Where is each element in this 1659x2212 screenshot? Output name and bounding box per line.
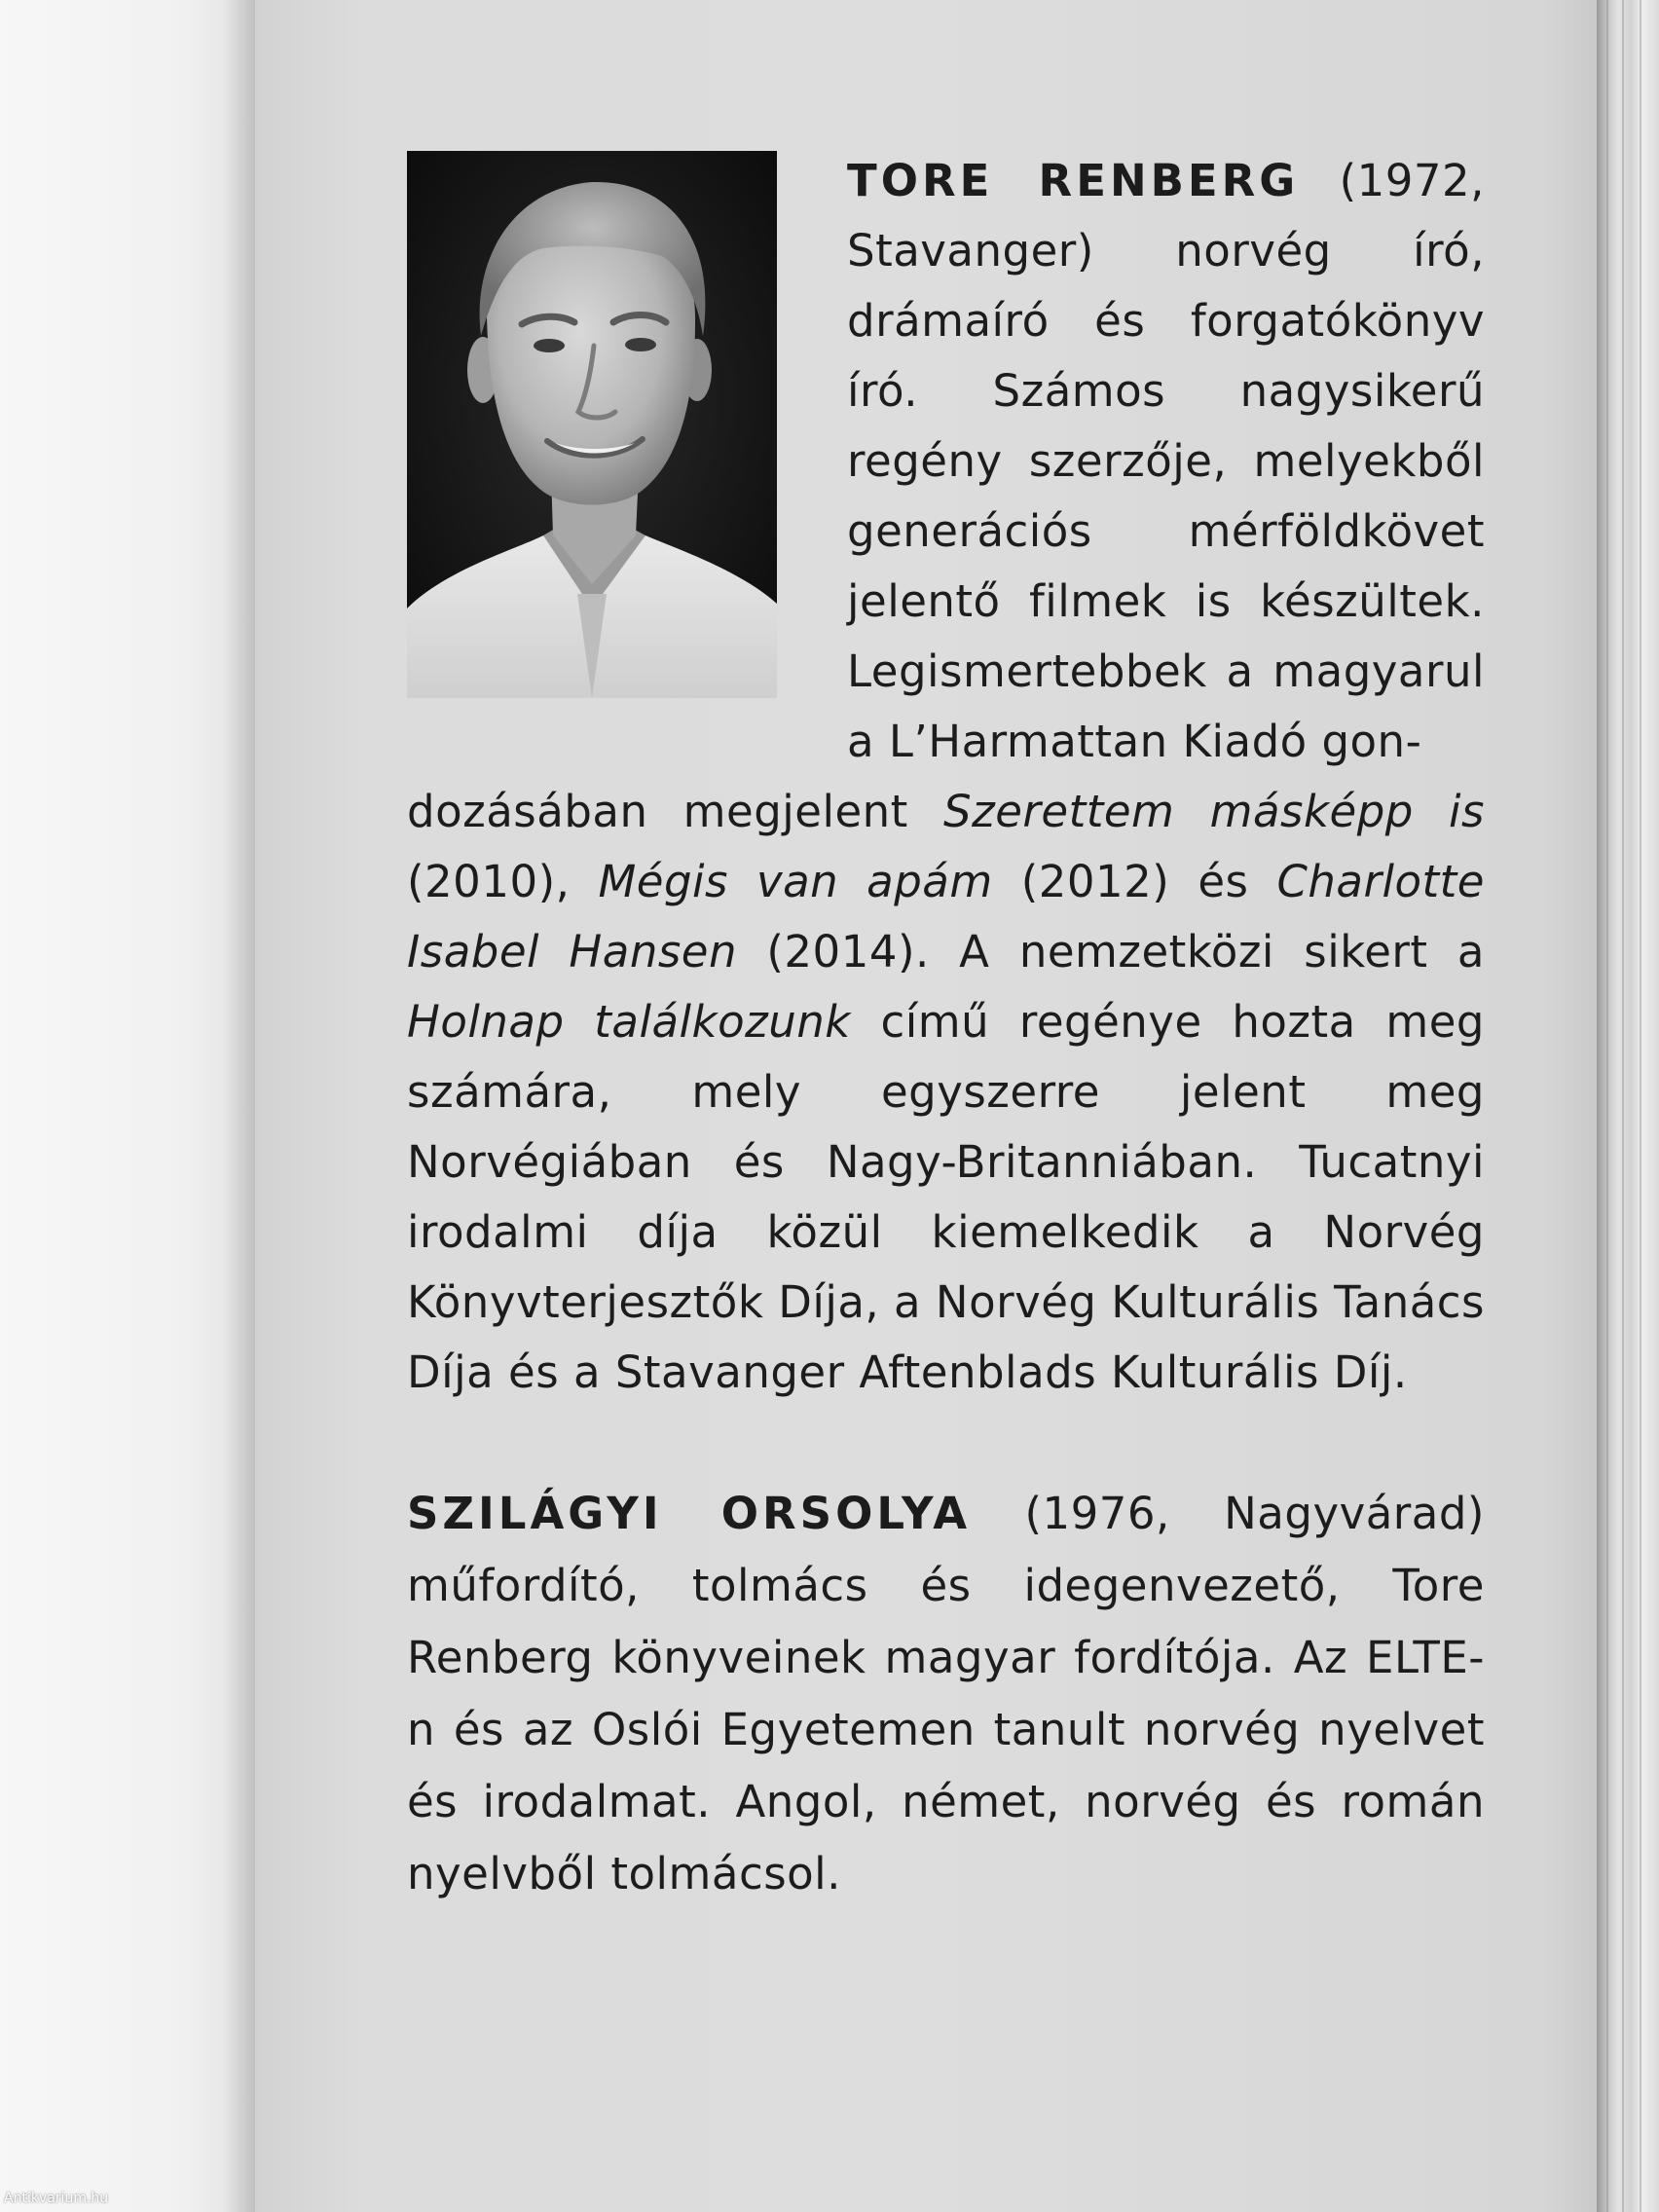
edge-line (1606, 0, 1608, 2212)
left-page (0, 0, 255, 2212)
author-bio-text: (1972, Stavanger) norvég író, drámaíró és forgatókönyv író. Számos nagysikerű regény szerzője, melyekből generációs mérföldkövet jelentő filmek is készültek. Legismertebbek a magyarul a L’Harmattan Kiadó gon- (847, 155, 1485, 767)
publication-year: (2014). A nemzetközi sikert a (766, 926, 1485, 977)
translator-name: SZILÁGYI ORSOLYA (407, 1488, 972, 1539)
book-title: Mégis van apám (598, 856, 993, 907)
translator-bio-text: (1976, Nagyvárad) műfordító, tolmács és idegenvezető, Tore Renberg könyveinek magyar fordítója. Az ELTE-n és az Oslói Egyetemen tanult norvég nyelvet és irodalmat. Angol, német, norvég és román nyelvből tolmácsol. (407, 1488, 1485, 1899)
edge-line (1640, 0, 1641, 2212)
publication-year: (2010), (407, 856, 571, 907)
edge-line (1622, 0, 1624, 2212)
author-bio-text: dozásában megjelent (407, 786, 908, 837)
book-title: Charlotte Isabel Hansen (407, 856, 1485, 977)
author-name: TORE RENBERG (847, 155, 1300, 206)
page-edges (1597, 0, 1659, 2212)
author-bio-continued (407, 777, 1485, 1408)
author-portrait-image (407, 151, 777, 698)
book-title: Holnap találkozunk (407, 996, 851, 1048)
author-photo (407, 151, 777, 698)
publication-year: (2012) és (1020, 856, 1249, 907)
author-bio-intro (847, 146, 1485, 777)
translator-bio (407, 1478, 1485, 1910)
author-bio-text: című regénye hozta meg számára, mely egyszerre jelent meg Norvégiában és Nagy-Britanniában. Tucatnyi irodalmi díja közül kiemelkedik a Norvég Könyvterjesztők Díja, a Norvég Kulturális Tanács Díja és a Stavanger Aftenblads Kulturális Díj. (407, 996, 1485, 1398)
book-title: Szerettem másképp is (943, 786, 1485, 837)
watermark: Antikvarium.hu (4, 2191, 109, 2206)
